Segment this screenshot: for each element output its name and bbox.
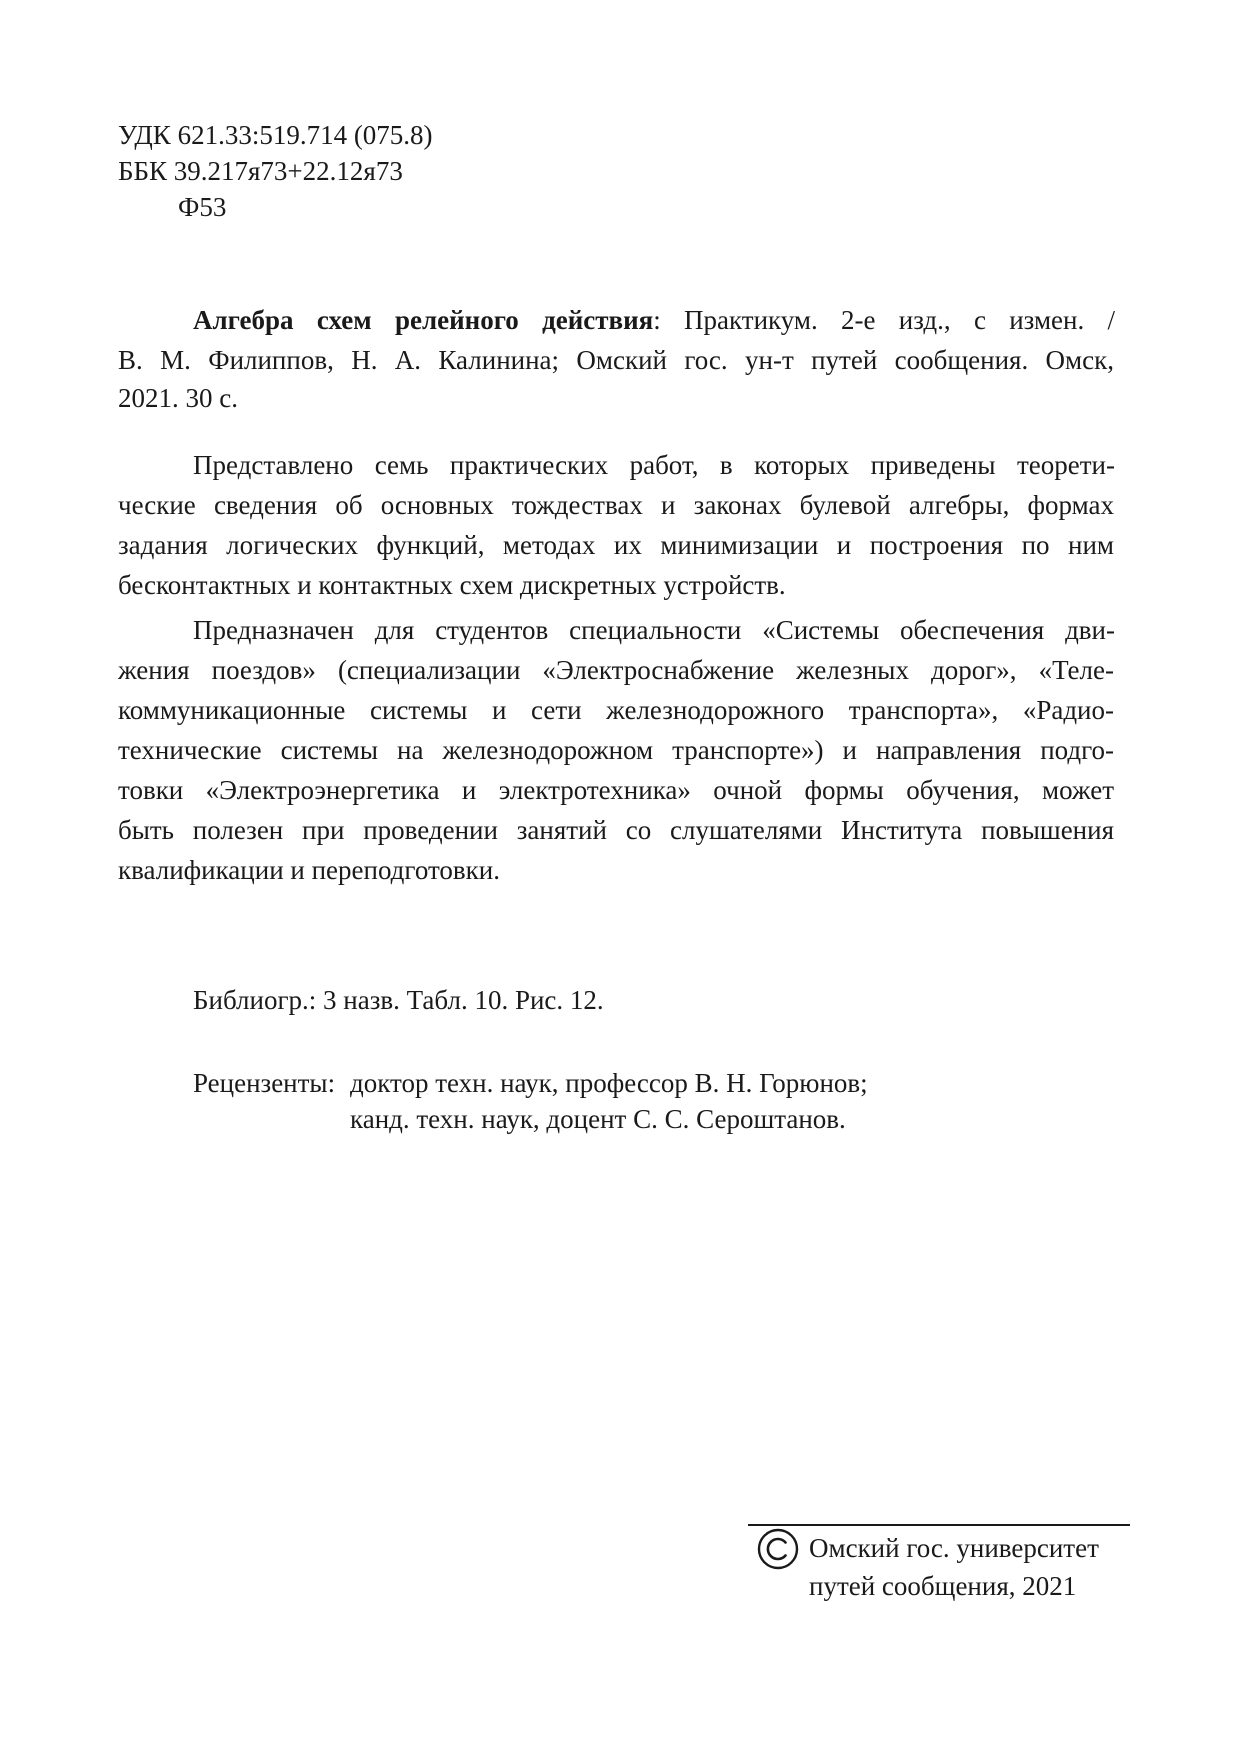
bbk-code: ББК 39.217я73+22.12я73 — [118, 156, 403, 186]
abstract-line: задания логических функций, методах их минимизации и построения по ним — [118, 530, 1114, 560]
purpose-line: коммуникационные системы и сети железнодорожного транспорта», «Радио- — [118, 695, 1114, 725]
reviewers-label: Рецензенты: — [193, 1068, 336, 1098]
copyright-year: путей сообщения, 2021 — [809, 1571, 1077, 1601]
author-code: Ф53 — [178, 192, 227, 222]
purpose-line: технические системы на железнодорожном транспорте») и направления подго- — [118, 735, 1114, 765]
citation-details: : Практикум. 2-е изд., с измен. / — [653, 305, 1115, 335]
book-title: Алгебра схем релейного действия — [193, 305, 654, 335]
purpose-line: товки «Электроэнергетика и электротехника» очной формы обучения, может — [118, 775, 1114, 805]
reviewer-first: доктор техн. наук, профессор В. Н. Горюнов; — [350, 1068, 868, 1098]
copyright-holder: Омский гос. университет — [809, 1533, 1099, 1563]
copyright-icon — [757, 1528, 799, 1570]
bibliography-note: Библиогр.: 3 назв. Табл. 10. Рис. 12. — [193, 985, 604, 1015]
citation-line-1 — [193, 307, 1115, 334]
citation-line-2: В. М. Филиппов, Н. А. Калинина; Омский гос. ун-т путей сообщения. Омск, — [118, 345, 1114, 375]
abstract-line: Представлено семь практических работ, в которых приведены теорети- — [193, 450, 1115, 480]
citation-line-3: 2021. 30 с. — [118, 383, 238, 413]
purpose-line: быть полезен при проведении занятий со слушателями Института повышения — [118, 815, 1114, 845]
purpose-line: жения поездов» (специализации «Электроснабжение железных дорог», «Теле- — [118, 655, 1114, 685]
copyright-rule — [748, 1524, 1130, 1526]
abstract-line: бесконтактных и контактных схем дискретных устройств. — [118, 570, 786, 600]
purpose-line: квалификации и переподготовки. — [118, 855, 500, 885]
udk-code: УДК 621.33:519.714 (075.8) — [118, 120, 433, 150]
purpose-line: Предназначен для студентов специальности «Системы обеспечения дви- — [193, 615, 1115, 645]
reviewer-second: канд. техн. наук, доцент С. С. Серoштанов. — [350, 1104, 846, 1134]
abstract-line: ческие сведения об основных тождествах и законах булевой алгебры, формах — [118, 490, 1114, 520]
